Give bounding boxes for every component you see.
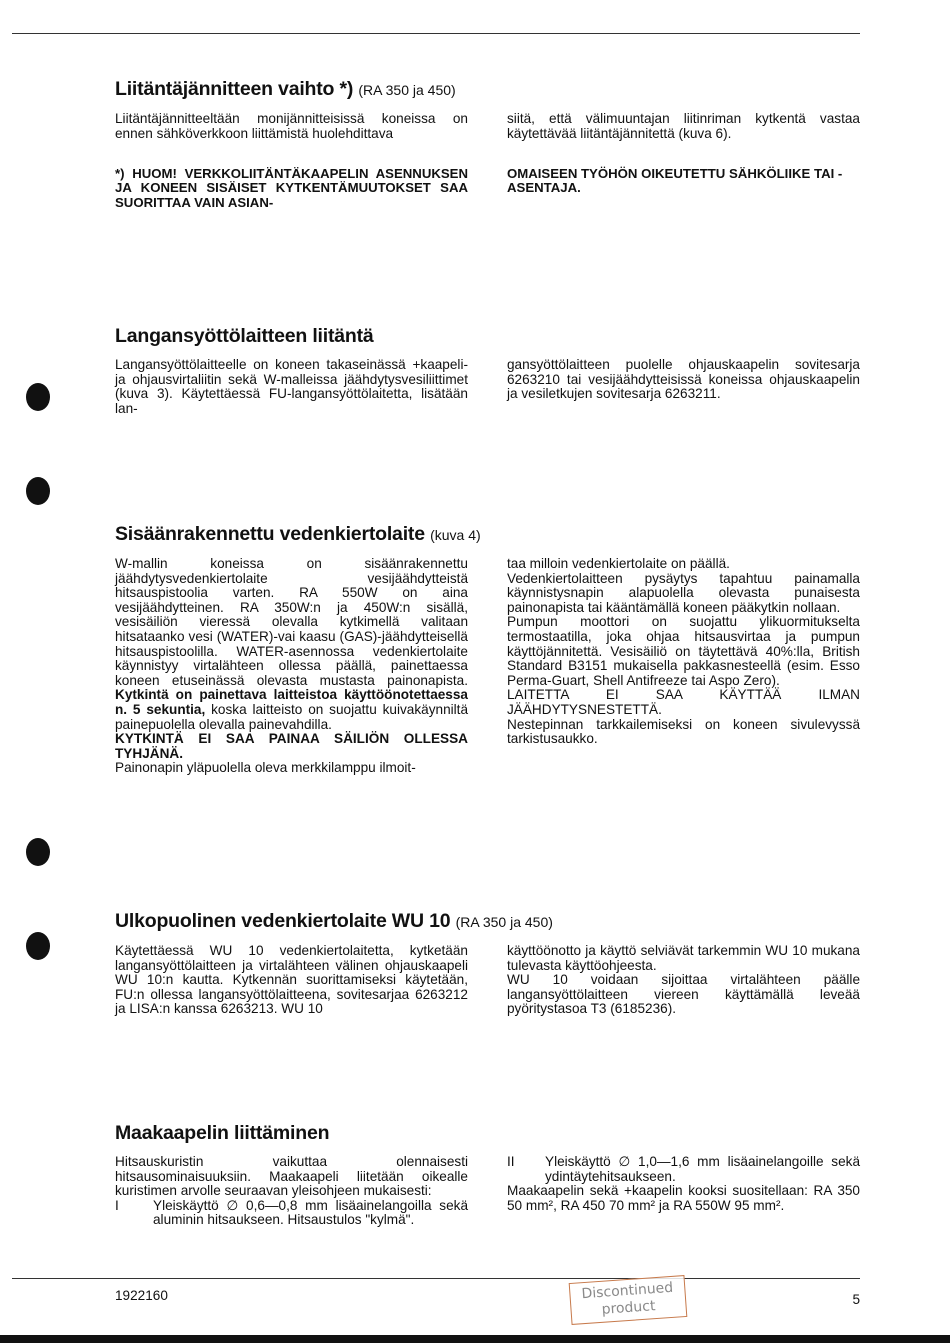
column-left [115,1155,468,1228]
section-title: Maakaapelin liittäminen [115,1122,330,1144]
section-title: Langansyöttölaitteen liitäntä [115,325,374,347]
discontinued-stamp: Discontinued product [569,1275,688,1325]
paragraph: Langansyöttölaitteelle on koneen takaseinässä +kaapeli- ja ohjausvirtaliitin sekä W-malleissa jäähdytysvesiliittimet (kuva 3). Käytettäessä FU-langansyöttölaitetta, lisätään lan- [115,357,468,416]
column-left [115,944,468,1017]
paragraph: Käytettäessä WU 10 vedenkiertolaitetta, kytketään langansyöttölaitteen ja virtalähteen välinen ohjauskaapeli WU 10:n kautta. Kytkennän suorittamiseksi käytetään, FU:n ollessa langansyöttölaitteena, sovitesarjaa 6263212 ja LISA:n kanssa 6263213. WU 10 [115,943,468,1017]
paragraph: WU 10 voidaan sijoittaa virtalähteen päälle langansyöttölaitteen viereen käyttämällä leveää pyöritystasoa T3 (6185236). [507,972,860,1017]
page-number: 5 [852,1292,860,1307]
warning-text: OMAISEEN TYÖHÖN OIKEUTETTU SÄHKÖLIIKE TAI -ASENTAJA. [507,166,843,196]
section-voltage-change [115,77,860,210]
section-external-cooler [115,909,860,1017]
list-item [115,1199,468,1228]
top-rule [12,33,860,34]
column-right [507,557,860,776]
paragraph: käyttöönotto ja käyttö selviävät tarkemmin WU 10 mukana tulevasta käyttöohjeesta. [507,943,860,973]
paragraph: Pumpun moottori on suojattu ylikuormitukselta termostaatilla, joka ohjaa hitsausvirtaa ja pumpun käyttöjännitettä. Vesisäiliö on täytettävä 40%:lla, British Standard B3151 mukaisella pakkasnesteellä (esim. Esso Perma-Guart, Shell Antifreeze tai Aspo Zero). [507,614,860,688]
warning-text: KYTKINTÄ EI SAA PAINAA SÄILIÖN OLLESSA TYHJÄNÄ. [115,731,468,761]
paragraph: Maakaapelin sekä +kaapelin kooksi suositellaan: RA 350 50 mm², RA 450 70 mm² ja RA 550W 95 mm². [507,1183,860,1213]
binder-hole [26,838,50,866]
paragraph: Hitsauskuristin vaikuttaa olennaisesti hitsausominaisuuksiin. Maakaapeli liitetään oikealle kuristimen arvolle seuraavan yleisohjeen mukaisesti: [115,1154,468,1199]
warning-text: LAITETTA EI SAA KÄYTTÄÄ ILMAN JÄÄHDYTYSNESTETTÄ. [507,687,860,717]
column-left [115,557,468,776]
paragraph: Painonapin yläpuolella oleva merkkilamppu ilmoit- [115,760,416,776]
section-wire-feeder-connection [115,324,860,416]
list-item [507,1155,860,1184]
binder-hole [26,477,50,505]
paragraph: Nestepinnan tarkkailemiseksi on koneen sivulevyssä tarkistusaukko. [507,716,860,747]
column-right [507,944,860,1017]
paragraph: siitä, että välimuuntajan liitinriman kytkentä vastaa käytettävää liitäntäjännitettä (kuva 6). [507,111,860,141]
section-ground-cable [115,1121,860,1228]
column-right [507,112,860,210]
column-right [507,1155,860,1228]
list-number: I [115,1197,119,1213]
warning-text: *) HUOM! VERKKOLIITÄNTÄKAAPELIN ASENNUKSEN JA KONEEN SISÄISET KYTKENTÄMUUTOKSET SAA SUORITTAA VAIN ASIAN- [115,166,468,210]
paragraph: Liitäntäjännitteeltään monijännitteisissä koneissa on ennen sähköverkkoon liittämistä huolehdittava [115,111,468,141]
document-number: 1922160 [115,1288,168,1303]
paragraph: Vedenkiertolaitteen pysäytys tapahtuu painamalla käynnistysnapin alapuolella olevasta punaisesta painonapista tai kääntämällä koneen pääkytkin nollaan. [507,570,860,615]
binder-hole [26,932,50,960]
section-title: Sisäänrakennettu vedenkiertolaite (kuva 4) [115,523,481,545]
binder-hole [26,383,50,411]
list-number: II [507,1154,515,1169]
paragraph: taa milloin vedenkiertolaite on päällä. [507,556,730,571]
scan-edge [0,1335,950,1343]
section-built-in-cooler [115,522,860,776]
column-right [507,358,860,416]
list-text: Yleiskäyttö ∅ 1,0—1,6 mm lisäainelangoille sekä ydintäytehitsaukseen. [545,1154,860,1184]
bottom-rule [12,1278,860,1279]
column-left [115,358,468,416]
section-title: Liitäntäjännitteen vaihto *) (RA 350 ja 450) [115,78,456,100]
paragraph: gansyöttölaitteen puolelle ohjauskaapelin sovitesarja 6263210 tai vesijäähdytteisissä koneissa ohjauskaapelin ja vesiletkujen sovitesarja 6263211. [507,357,860,402]
section-title: Ulkopuolinen vedenkiertolaite WU 10 (RA 350 ja 450) [115,910,553,932]
paragraph: W-mallin koneissa on sisäänrakennettu jäähdytysvedenkiertolaite vesijäähdytteistä hitsauspistoolia varten. RA 550W on aina vesijäähdytteinen. RA 350W:n ja 450W:n sisällä, vesisäiliön vieressä olevalla kytkimellä valitaan hitsataanko vesi (WATER)-vai kaasu (GAS)-jäähdytteisellä hitsauspistoolilla. WATER-asennossa vedenkiertolaite käynnistyy virtalähteen ollessa päällä, painettaessa koneen etuseinässä olevasta mustasta painonapista. Kytkintä on painettava laitteistoa käyttöönotettaessa n. 5 sekuntia, koska laitteisto on suojattu kuivakäynniltä painepuolella olevalla painevahdilla. [115,556,469,732]
list-text: Yleiskäyttö ∅ 0,6—0,8 mm lisäainelangoilla sekä aluminin hitsaukseen. Hitsaustulos "kylmä". [153,1197,468,1228]
column-left [115,112,468,210]
